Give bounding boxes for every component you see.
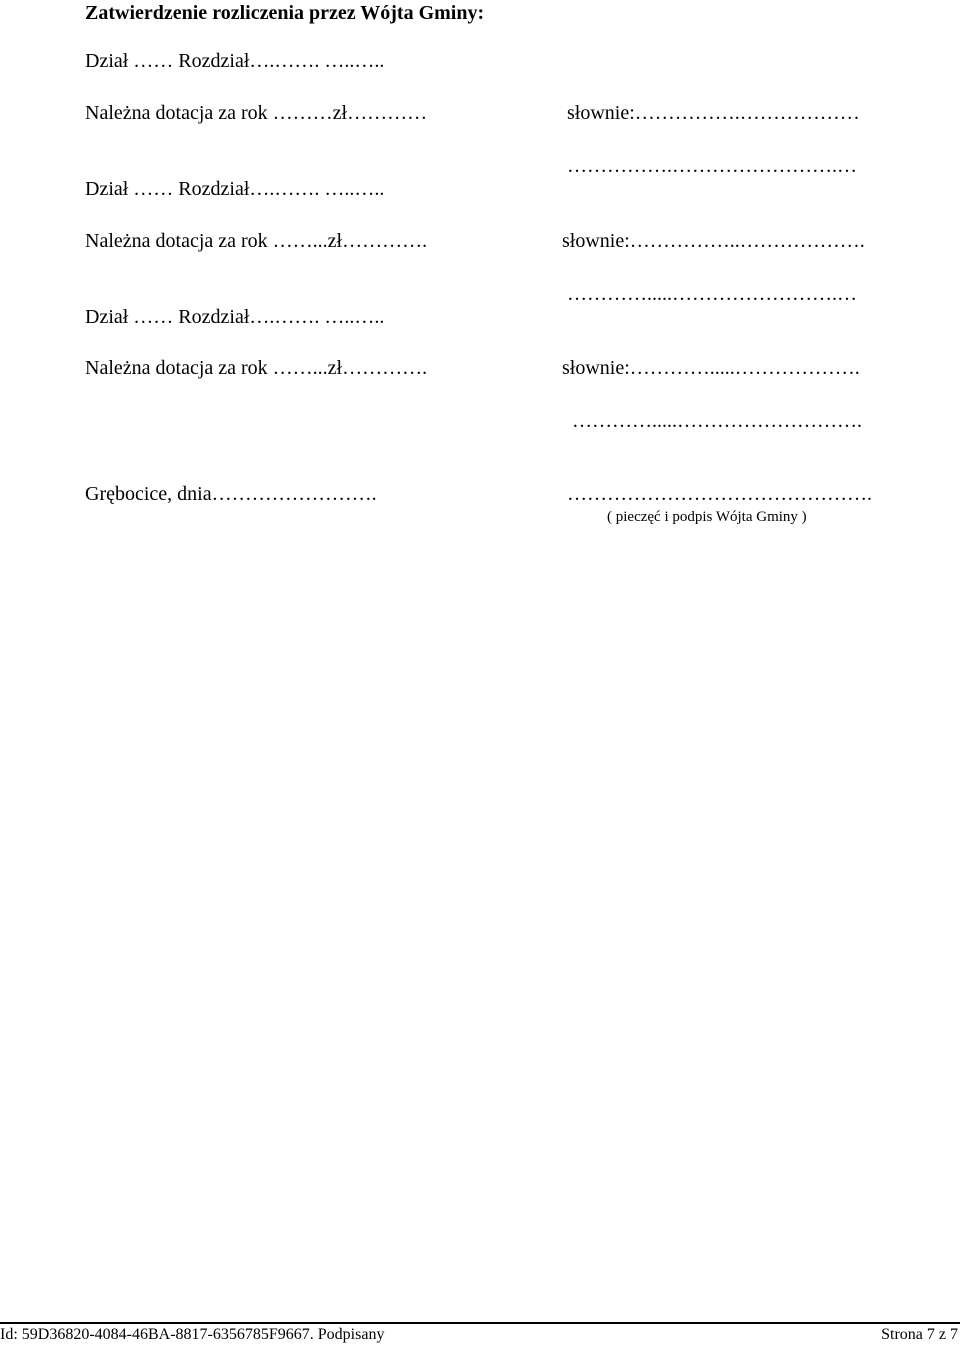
dotacja-line-1: Należna dotacja za rok ………zł…………	[85, 102, 428, 124]
dotacja-line-2: Należna dotacja za rok ……...zł………….	[85, 230, 428, 252]
footer-document-id: Id: 59D36820-4084-46BA-8817-6356785F9667. Podpisany	[0, 1326, 385, 1343]
dzial-rozdzial-line-1: Dział …… Rozdział….……. …..…..	[85, 50, 385, 72]
dzial-rozdzial-line-2: Dział …… Rozdział….……. …..…..	[85, 178, 385, 200]
slownie-line-3: słownie:………….....……………….	[562, 357, 860, 379]
footer-divider	[0, 1322, 960, 1324]
slownie-continuation-2: ………….....…………………….…	[567, 283, 857, 305]
document-title: Zatwierdzenie rozliczenia przez Wójta Gminy:	[85, 2, 485, 24]
slownie-line-1: słownie:…………….………………	[567, 102, 860, 124]
slownie-line-2: słownie:……………..……………….	[562, 230, 865, 252]
signature-line: ……………………………………….	[567, 483, 872, 505]
slownie-continuation-3: ………….....……………………….	[572, 410, 862, 432]
footer-page-number: Strona 7 z 7	[881, 1326, 958, 1343]
signature-caption: ( pieczęć i podpis Wójta Gminy )	[607, 509, 807, 525]
place-date-field: Grębocice, dnia…………………….	[85, 483, 377, 505]
slownie-continuation-1: …………….…………………….…	[567, 155, 857, 177]
dotacja-line-3: Należna dotacja za rok ……...zł………….	[85, 357, 428, 379]
dzial-rozdzial-line-3: Dział …… Rozdział….……. …..…..	[85, 306, 385, 328]
